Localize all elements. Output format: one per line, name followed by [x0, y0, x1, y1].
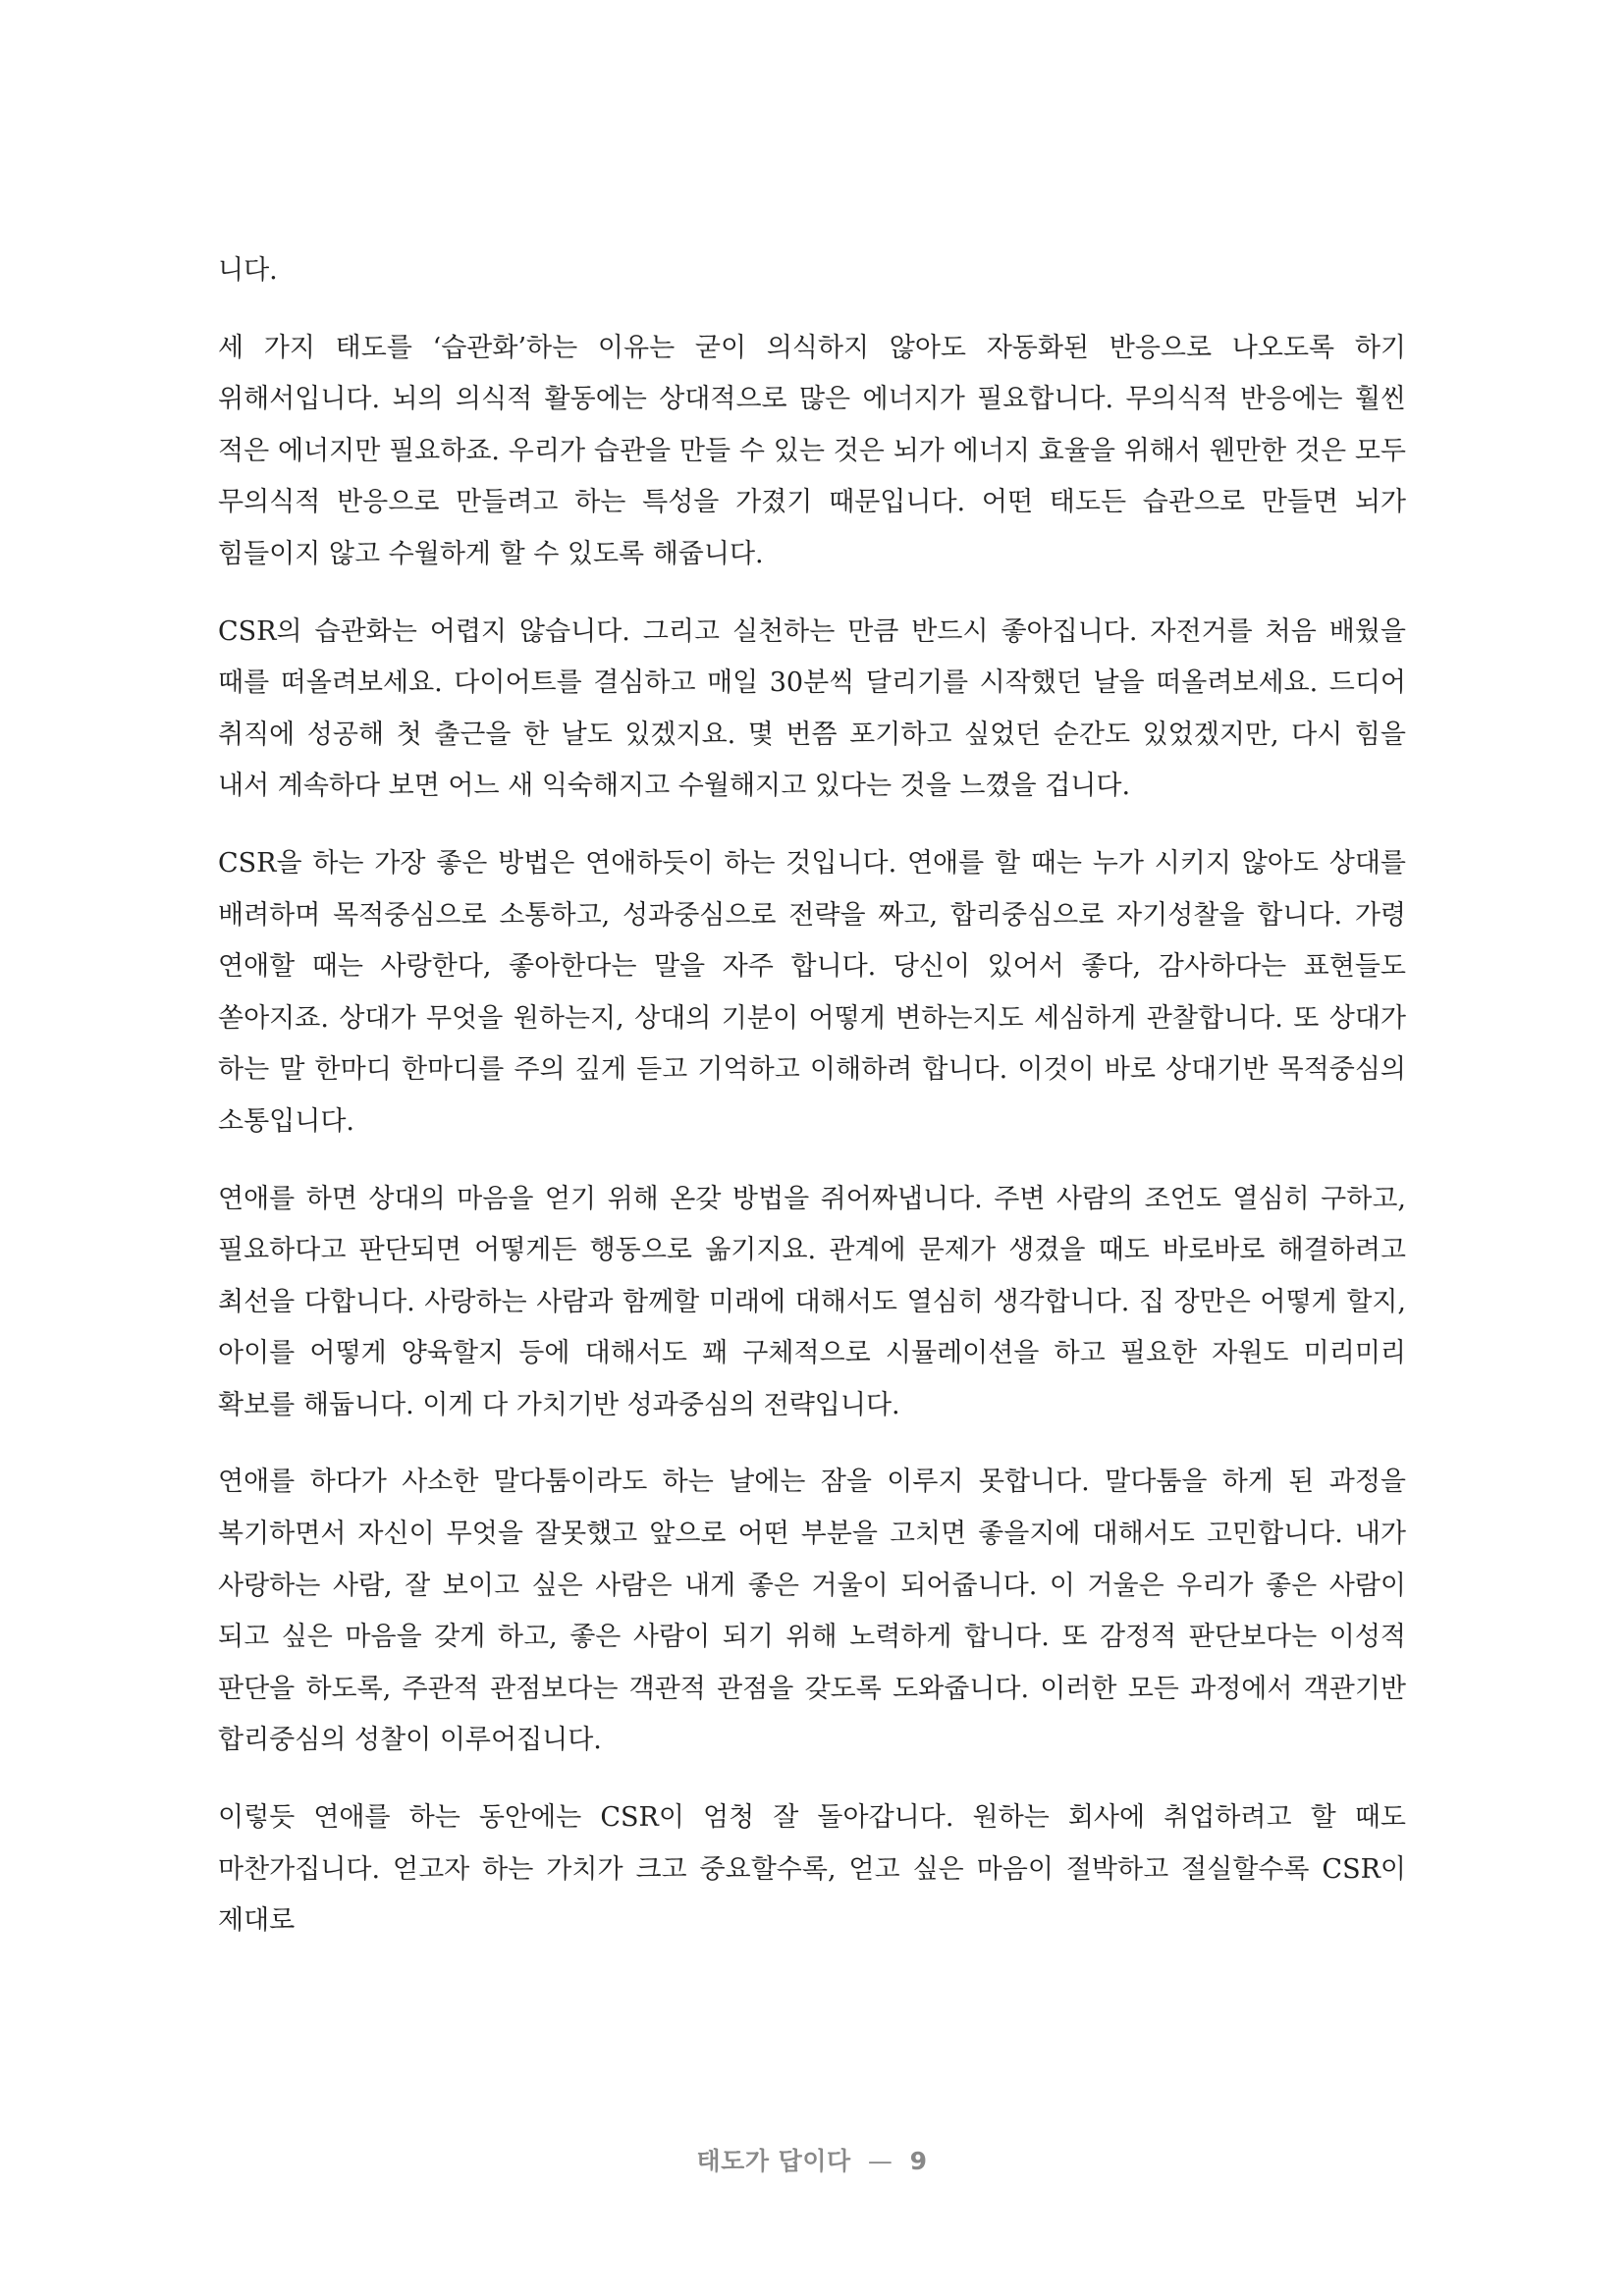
- paragraph-csr-habit: CSR의 습관화는 어렵지 않습니다. 그리고 실천하는 만큼 반드시 좋아집니다. 자전거를 처음 배웠을 때를 떠올려보세요. 다이어트를 결심하고 매일 30분씩 달리기를 시작했던 날을 떠올려보세요. 드디어 취직에 성공해 첫 출근을 한 날도 있겠지요. 몇 번쯤 포기하고 싶었던 순간도 있었겠지만, 다시 힘을 내서 계속하다 보면 어느 새 익숙해지고 수월해지고 있다는 것을 느꼈을 겁니다.: [218, 615, 1406, 802]
- body-text: [218, 245, 1406, 1973]
- page-number: 9: [909, 2147, 928, 2175]
- paragraph-dating-strategy: 연애를 하면 상대의 마음을 얻기 위해 온갖 방법을 쥐어짜냅니다. 주변 사람의 조언도 열심히 구하고, 필요하다고 판단되면 어떻게든 행동으로 옮기지요. 관계에 문제가 생겼을 때도 바로바로 해결하려고 최선을 다합니다. 사랑하는 사람과 함께할 미래에 대해서도 열심히 생각합니다. 집 장만은 어떻게 할지, 아이를 어떻게 양육할지 등에 대해서도 꽤 구체적으로 시뮬레이션을 하고 필요한 자원도 미리미리 확보를 해둡니다. 이게 다 가치기반 성과중심의 전략입니다.: [218, 1183, 1406, 1420]
- paragraph-habit-reason: 세 가지 태도를 ‘습관화’하는 이유는 굳이 의식하지 않아도 자동화된 반응으로 나오도록 하기 위해서입니다. 뇌의 의식적 활동에는 상대적으로 많은 에너지가 필요합니다. 무의식적 반응에는 훨씬 적은 에너지만 필요하죠. 우리가 습관을 만들 수 있는 것은 뇌가 에너지 효율을 위해서 웬만한 것은 모두 무의식적 반응으로 만들려고 하는 특성을 가졌기 때문입니다. 어떤 태도든 습관으로 만들면 뇌가 힘들이지 않고 수월하게 할 수 있도록 해줍니다.: [218, 332, 1406, 569]
- paragraph-csr-dating: CSR을 하는 가장 좋은 방법은 연애하듯이 하는 것입니다. 연애를 할 때는 누가 시키지 않아도 상대를 배려하며 목적중심으로 소통하고, 성과중심으로 전략을 짜고, 합리중심으로 자기성찰을 합니다. 가령 연애할 때는 사랑한다, 좋아한다는 말을 자주 합니다. 당신이 있어서 좋다, 감사하다는 표현들도 쏟아지죠. 상대가 무엇을 원하는지, 상대의 기분이 어떻게 변하는지도 세심하게 관찰합니다. 또 상대가 하는 말 한마디 한마디를 주의 깊게 듣고 기억하고 이해하려 합니다. 이것이 바로 상대기반 목적중심의 소통입니다.: [218, 847, 1406, 1137]
- paragraph-continuation: 니다.: [218, 255, 278, 286]
- paragraph-dating-reflection: 연애를 하다가 사소한 말다툼이라도 하는 날에는 잠을 이루지 못합니다. 말다툼을 하게 된 과정을 복기하면서 자신이 무엇을 잘못했고 앞으로 어떤 부분을 고치면 좋을지에 대해서도 고민합니다. 내가 사랑하는 사람, 잘 보이고 싶은 사람은 내게 좋은 거울이 되어줍니다. 이 거울은 우리가 좋은 사람이 되고 싶은 마음을 갖게 하고, 좋은 사람이 되기 위해 노력하게 합니다. 또 감정적 판단보다는 이성적 판단을 하도록, 주관적 관점보다는 객관적 관점을 갖도록 도와줍니다. 이러한 모든 과정에서 객관기반 합리중심의 성찰이 이루어집니다.: [218, 1467, 1406, 1756]
- paragraph-csr-conclusion: 이렇듯 연애를 하는 동안에는 CSR이 엄청 잘 돌아갑니다. 원하는 회사에 취업하려고 할 때도 마찬가집니다. 얻고자 하는 가치가 크고 중요할수록, 얻고 싶은 마음이 절박하고 절실할수록 CSR이 제대로: [218, 1802, 1406, 1937]
- footer-book-title: 태도가 답이다: [696, 2147, 851, 2175]
- page-footer: [0, 2142, 1624, 2177]
- footer-separator: —: [867, 2147, 893, 2175]
